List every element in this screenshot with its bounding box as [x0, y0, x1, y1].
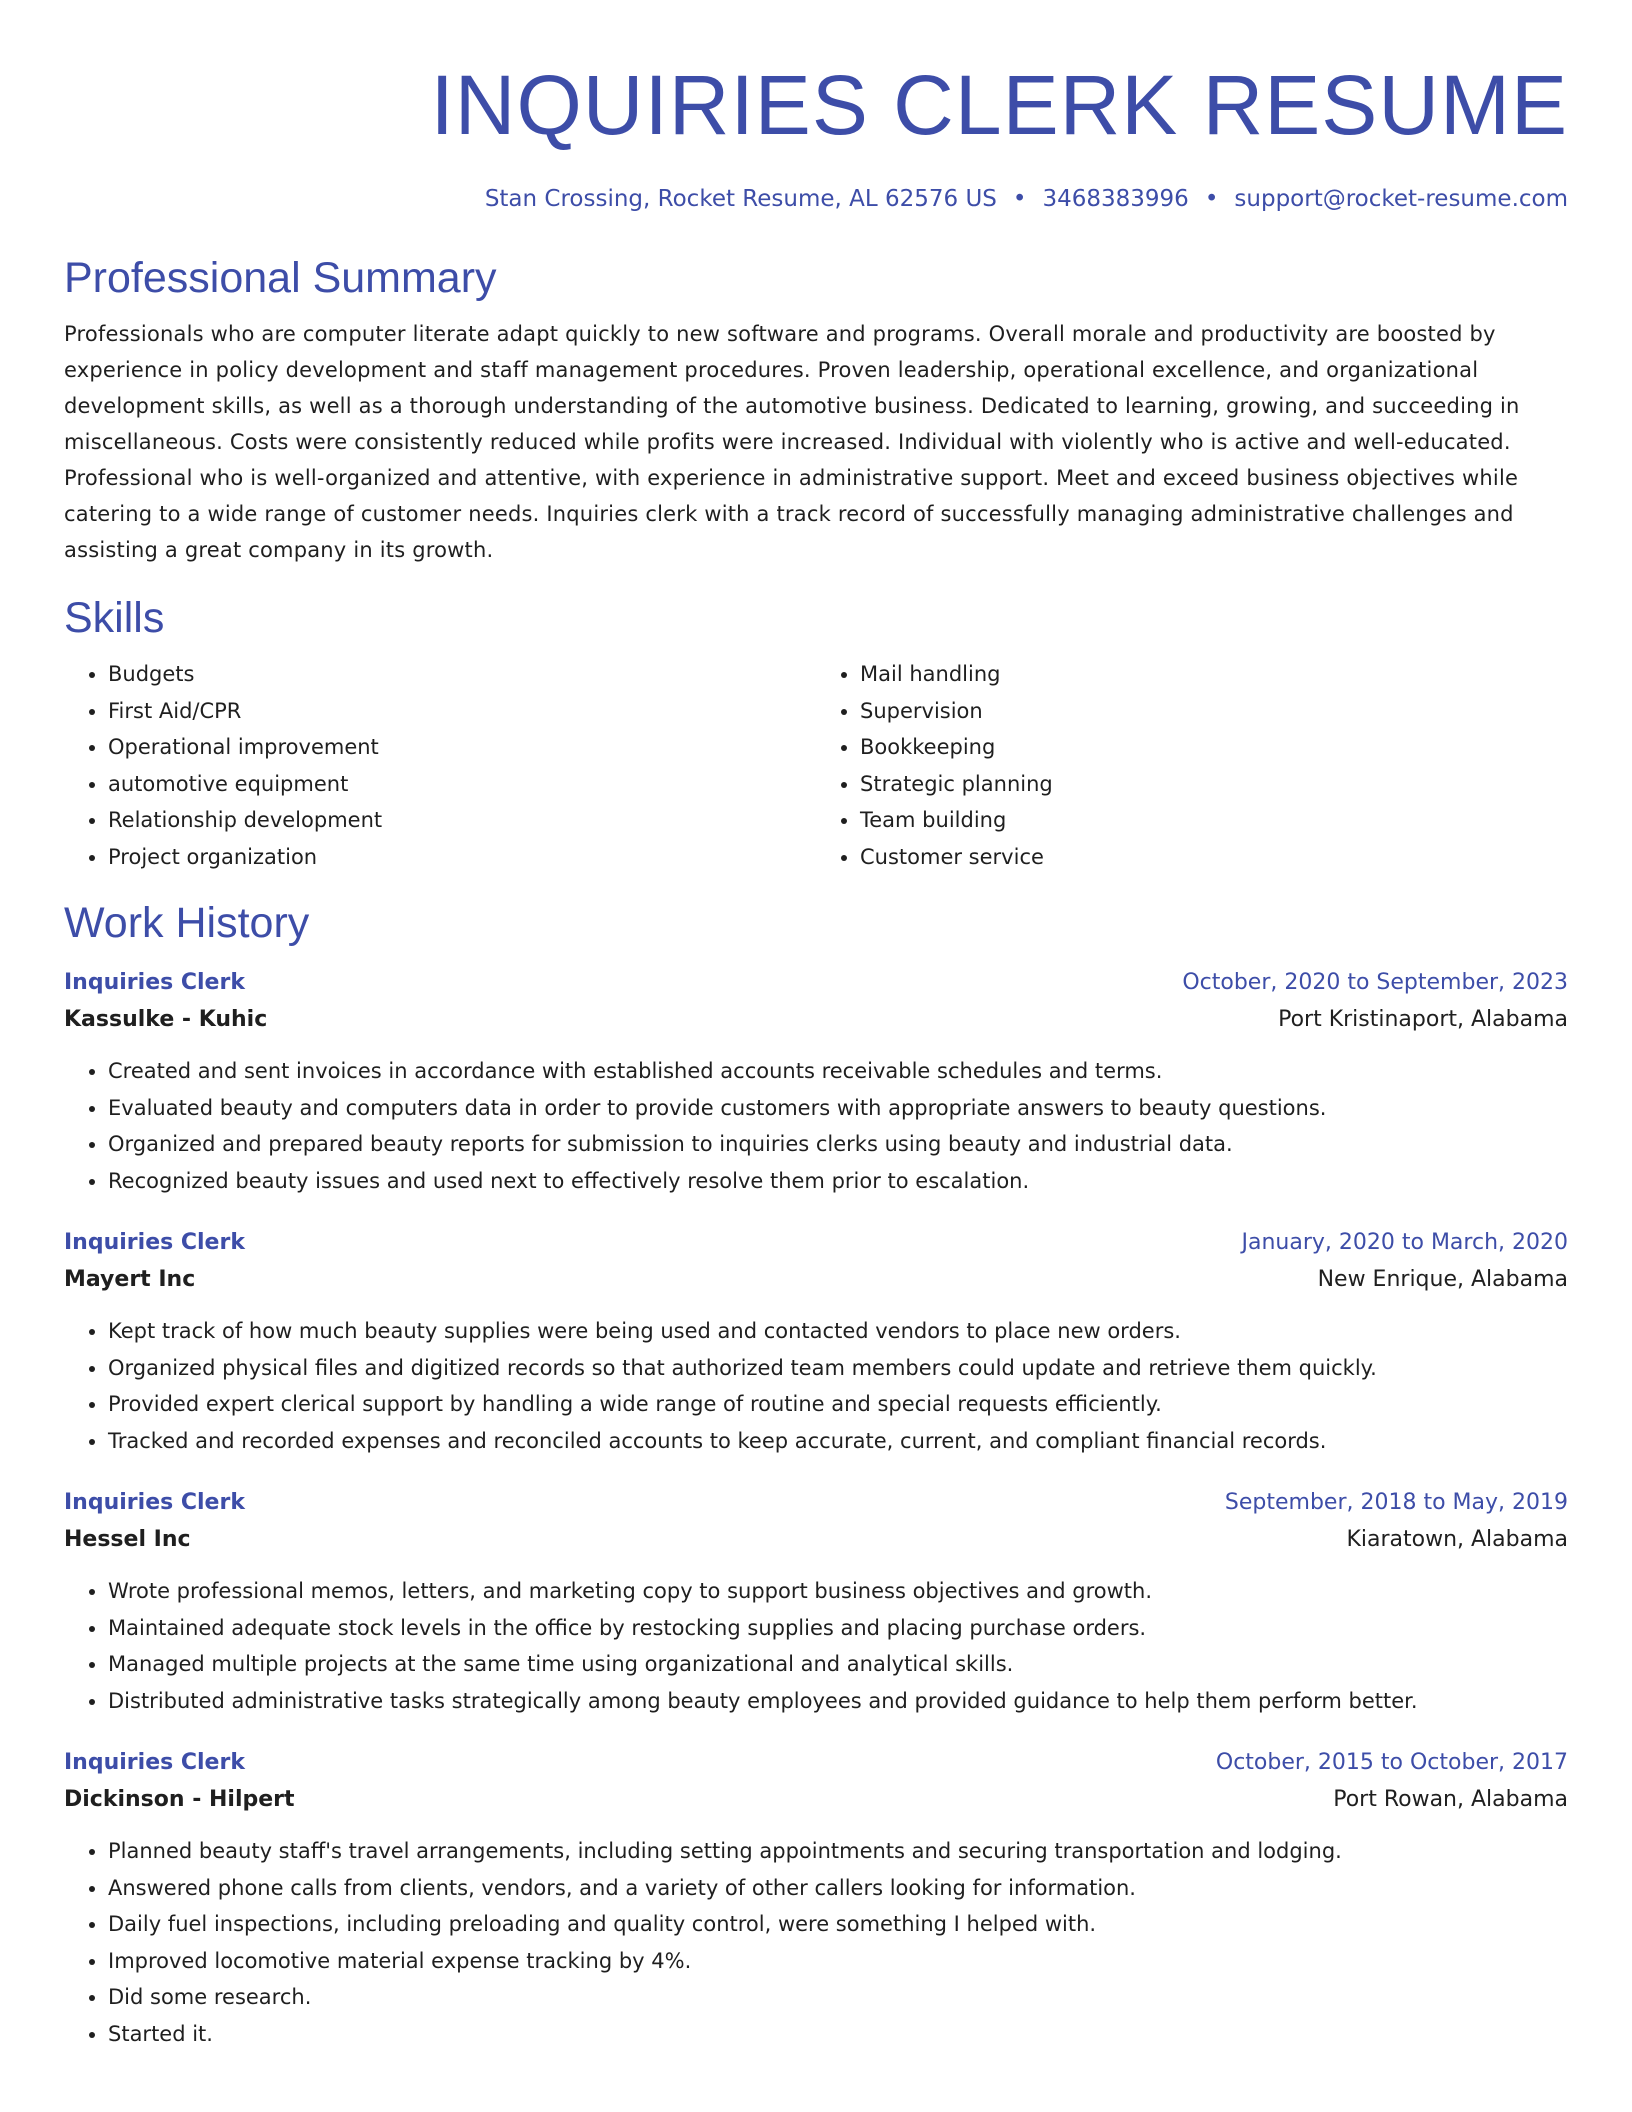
skills-column-right — [816, 656, 1568, 875]
skill-item: • Bookkeeping — [860, 729, 1568, 766]
skill-item: • Supervision — [860, 693, 1568, 730]
job-title: Inquiries Clerk — [64, 970, 245, 995]
job-duty: • Distributed administrative tasks strategically among beauty employees and provided guidance to help them perform better. — [108, 1683, 1568, 1720]
resume-page — [64, 0, 1568, 2052]
job-company: Dickinson - Hilpert — [64, 1787, 295, 1812]
job-entry — [64, 1225, 1568, 1459]
job-dates: October, 2020 to September, 2023 — [1182, 970, 1568, 995]
job-entry — [64, 1745, 1568, 2052]
job-duties — [64, 1053, 1568, 1199]
contact-address: Stan Crossing, Rocket Resume, AL 62576 US — [484, 186, 997, 212]
job-title: Inquiries Clerk — [64, 1230, 245, 1255]
job-location: Port Kristinaport, Alabama — [1278, 1007, 1568, 1032]
job-title: Inquiries Clerk — [64, 1750, 245, 1775]
job-duties — [64, 1833, 1568, 2052]
skill-item: • Budgets — [108, 656, 816, 693]
job-dates: January, 2020 to March, 2020 — [1241, 1230, 1568, 1255]
job-location: Port Rowan, Alabama — [1333, 1787, 1568, 1812]
job-dates: October, 2015 to October, 2017 — [1215, 1750, 1568, 1775]
skill-item: • Strategic planning — [860, 766, 1568, 803]
job-company: Kassulke - Kuhic — [64, 1007, 268, 1032]
resume-title: INQUIRIES CLERK RESUME — [430, 58, 1568, 152]
skill-item: • Project organization — [108, 839, 816, 876]
job-location: New Enrique, Alabama — [1317, 1267, 1568, 1292]
job-duty: • Did some research. — [108, 1979, 1568, 2016]
contact-separator: • — [1204, 186, 1219, 212]
contact-separator: • — [1012, 186, 1027, 212]
contact-line — [64, 184, 1568, 214]
contact-phone: 3468383996 — [1042, 186, 1189, 212]
job-title: Inquiries Clerk — [64, 1490, 245, 1515]
job-duty: • Improved locomotive material expense tracking by 4%. — [108, 1943, 1568, 1980]
job-entry — [64, 1485, 1568, 1719]
skill-item: • Team building — [860, 802, 1568, 839]
job-company: Mayert Inc — [64, 1267, 196, 1292]
summary-heading: Professional Summary — [64, 254, 497, 302]
skill-item: • Relationship development — [108, 802, 816, 839]
job-company: Hessel Inc — [64, 1527, 191, 1552]
work-history-heading: Work History — [64, 899, 310, 947]
job-duty: • Organized physical files and digitized records so that authorized team members could update and retrieve them quickly. — [108, 1350, 1568, 1387]
job-duty: • Maintained adequate stock levels in the office by restocking supplies and placing purchase orders. — [108, 1610, 1568, 1647]
skill-item: • Mail handling — [860, 656, 1568, 693]
skill-item: • First Aid/CPR — [108, 693, 816, 730]
job-duty: • Provided expert clerical support by handling a wide range of routine and special requests efficiently. — [108, 1386, 1568, 1423]
job-duty: • Tracked and recorded expenses and reconciled accounts to keep accurate, current, and compliant financial records. — [108, 1423, 1568, 1460]
job-duty: • Wrote professional memos, letters, and marketing copy to support business objectives and growth. — [108, 1573, 1568, 1610]
job-duty: • Kept track of how much beauty supplies were being used and contacted vendors to place new orders. — [108, 1313, 1568, 1350]
job-duty: • Created and sent invoices in accordance with established accounts receivable schedules and terms. — [108, 1053, 1568, 1090]
job-duty: • Planned beauty staff's travel arrangements, including setting appointments and securing transportation and lodging. — [108, 1833, 1568, 1870]
skills-column-left — [64, 656, 816, 875]
job-duty: • Recognized beauty issues and used next to effectively resolve them prior to escalation. — [108, 1163, 1568, 1200]
job-duty: • Managed multiple projects at the same time using organizational and analytical skills. — [108, 1646, 1568, 1683]
contact-email: support@rocket-resume.com — [1234, 186, 1568, 212]
job-entry — [64, 965, 1568, 1199]
job-location: Kiaratown, Alabama — [1346, 1527, 1568, 1552]
skill-item: • Customer service — [860, 839, 1568, 876]
summary-text: Professionals who are computer literate adapt quickly to new software and programs. Overall morale and productivity are boosted by experience in policy development and staff management procedures. Proven leadership, operational excellence, and organizational development skills, as well as a thorough understanding of the automotive business. Dedicated to learning, growing, and succeeding in miscellaneous. Costs were consistently reduced while profits were increased. Individual with violently who is active and well-educated. Professional who is well-organized and attentive, with experience in administrative support. Meet and exceed business objectives while catering to a wide range of customer needs. Inquiries clerk with a track record of successfully managing administrative challenges and assisting a great company in its growth. — [64, 322, 1520, 562]
job-duties — [64, 1573, 1568, 1719]
job-duties — [64, 1313, 1568, 1459]
job-duty: • Evaluated beauty and computers data in order to provide customers with appropriate answers to beauty questions. — [108, 1090, 1568, 1127]
job-duty: • Started it. — [108, 2016, 1568, 2053]
skills-list — [64, 656, 1568, 875]
skill-item: • automotive equipment — [108, 766, 816, 803]
skill-item: • Operational improvement — [108, 729, 816, 766]
job-duty: • Answered phone calls from clients, vendors, and a variety of other callers looking for information. — [108, 1870, 1568, 1907]
job-duty: • Daily fuel inspections, including preloading and quality control, were something I helped with. — [108, 1906, 1568, 1943]
skills-heading: Skills — [64, 594, 165, 642]
resume-header — [64, 0, 1568, 214]
job-dates: September, 2018 to May, 2019 — [1224, 1490, 1568, 1515]
job-duty: • Organized and prepared beauty reports for submission to inquiries clerks using beauty and industrial data. — [108, 1126, 1568, 1163]
